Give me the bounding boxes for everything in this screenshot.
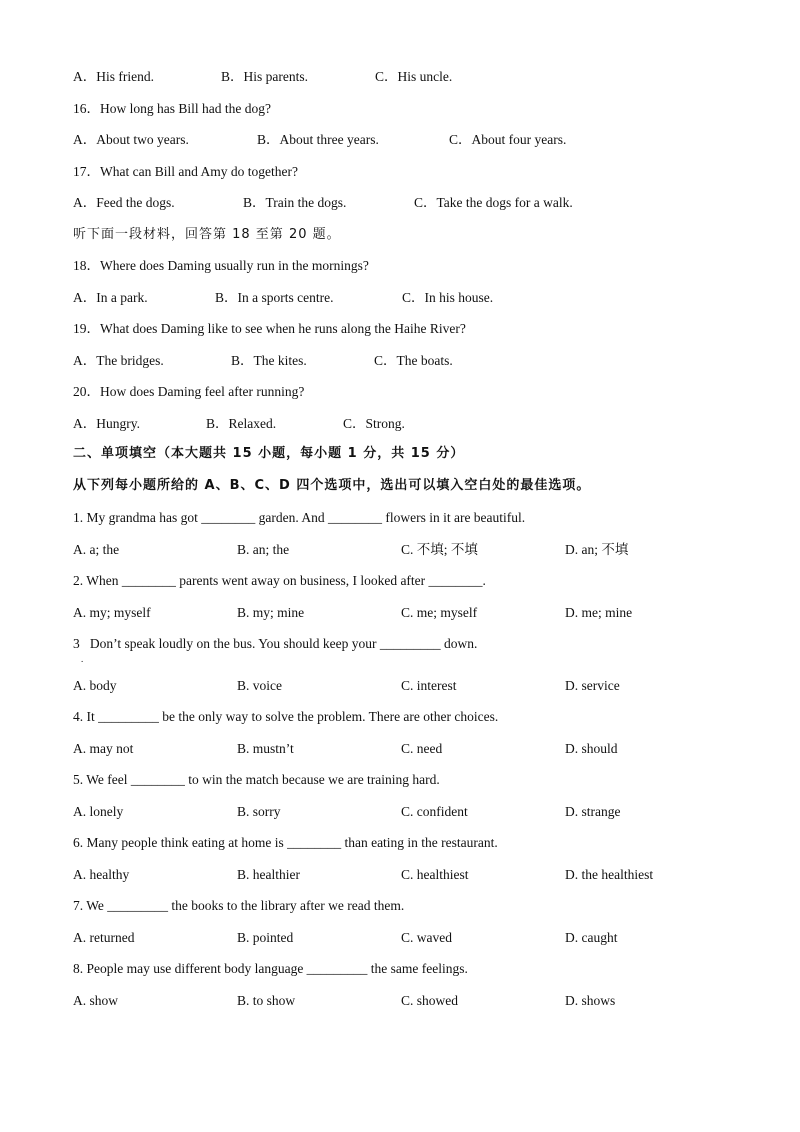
s2-q7-stem: 7. We _________ the books to the library after we read them. <box>73 898 405 913</box>
s2-q5-option-c: C. confident <box>401 804 468 819</box>
s2-q8-option-c: C. showed <box>401 993 458 1008</box>
s2-q1-stem: 1. My grandma has got ________ garden. And ________ flowers in it are beautiful. <box>73 510 526 525</box>
s2-q2-option-b: B. my; mine <box>237 605 305 620</box>
s2-q8-option-b: B. to show <box>237 993 296 1008</box>
s2-q4-option-a: A. may not <box>73 741 134 756</box>
s2-q3-option-c: C. interest <box>401 678 457 693</box>
q15-option-a: A．His friend. <box>73 69 154 84</box>
q15-option-c: C．His uncle. <box>375 69 453 84</box>
q19-option-b: B．The kites. <box>231 353 307 368</box>
instruction-18-20: 听下面一段材料，回答第 18 至第 20 题。 <box>73 227 341 242</box>
q17-option-c: C．Take the dogs for a walk. <box>414 195 573 210</box>
s2-q3-option-a: A. body <box>73 678 117 693</box>
s2-q6-option-c: C. healthiest <box>401 867 469 882</box>
s2-q8-option-d: D. shows <box>565 993 616 1008</box>
section2-instruction: 从下列每小题所给的 A、B、C、D 四个选项中，选出可以填入空白处的最佳选项。 <box>73 478 591 493</box>
s2-q8-stem: 8. People may use different body language _________ the same feelings. <box>73 961 468 976</box>
s2-q4-option-d: D. should <box>565 741 618 756</box>
s2-q2-option-c: C. me; myself <box>401 605 478 620</box>
s2-q2-option-d: D. me; mine <box>565 605 633 620</box>
s2-q5-option-b: B. sorry <box>237 804 281 819</box>
s2-q4-option-c: C. need <box>401 741 443 756</box>
q18-option-c: C．In his house. <box>402 290 494 305</box>
s2-q6-option-b: B. healthier <box>237 867 300 882</box>
q19-option-a: A．The bridges. <box>73 353 164 368</box>
s2-q7-option-a: A. returned <box>73 930 135 945</box>
s2-q7-option-b: B. pointed <box>237 930 294 945</box>
q20-option-c: C．Strong. <box>343 416 405 431</box>
s2-q3-option-d: D. service <box>565 678 620 693</box>
q19-stem: 19．What does Daming like to see when he runs along the Haihe River? <box>73 321 466 336</box>
q18-stem: 18．Where does Daming usually run in the mornings? <box>73 258 369 273</box>
s2-q7-option-d: D. caught <box>565 930 618 945</box>
q20-option-b: B．Relaxed. <box>206 416 277 431</box>
s2-q2-option-a: A. my; myself <box>73 605 151 620</box>
q16-stem: 16．How long has Bill had the dog? <box>73 101 271 116</box>
q16-option-b: B．About three years. <box>257 132 379 147</box>
s2-q5-stem: 5. We feel ________ to win the match because we are training hard. <box>73 772 440 787</box>
s2-q4-option-b: B. mustn’t <box>237 741 294 756</box>
s2-q5-option-a: A. lonely <box>73 804 124 819</box>
s2-q6-option-a: A. healthy <box>73 867 130 882</box>
section2-title: 二、单项填空（本大题共 15 小题，每小题 1 分，共 15 分） <box>73 446 465 461</box>
q18-option-b: B．In a sports centre. <box>215 290 334 305</box>
s2-q1-option-d: D. an; 不填 <box>565 542 629 557</box>
s2-q6-stem: 6. Many people think eating at home is ________ than eating in the restaurant. <box>73 835 498 850</box>
q20-stem: 20．How does Daming feel after running? <box>73 384 305 399</box>
q17-option-b: B．Train the dogs. <box>243 195 347 210</box>
q19-option-c: C．The boats. <box>374 353 453 368</box>
s2-q7-option-c: C. waved <box>401 930 452 945</box>
q20-option-a: A．Hungry. <box>73 416 140 431</box>
s2-q4-stem: 4. It _________ be the only way to solve the problem. There are other choices. <box>73 709 499 724</box>
s2-q3-stem: 3 Don’t speak loudly on the bus. You should keep your _________ down. <box>73 636 478 651</box>
stray-dot-mark: . <box>81 654 84 664</box>
s2-q1-option-c: C. 不填; 不填 <box>401 542 478 557</box>
s2-q6-option-d: D. the healthiest <box>565 867 654 882</box>
q16-option-c: C．About four years. <box>449 132 567 147</box>
q17-option-a: A．Feed the dogs. <box>73 195 175 210</box>
q17-stem: 17．What can Bill and Amy do together? <box>73 164 298 179</box>
q16-option-a: A．About two years. <box>73 132 189 147</box>
s2-q8-option-a: A. show <box>73 993 119 1008</box>
q18-option-a: A．In a park. <box>73 290 148 305</box>
s2-q1-option-b: B. an; the <box>237 542 290 557</box>
s2-q1-option-a: A. a; the <box>73 542 120 557</box>
s2-q5-option-d: D. strange <box>565 804 621 819</box>
s2-q2-stem: 2. When ________ parents went away on business, I looked after ________. <box>73 573 486 588</box>
s2-q3-option-b: B. voice <box>237 678 282 693</box>
q15-option-b: B．His parents. <box>221 69 308 84</box>
